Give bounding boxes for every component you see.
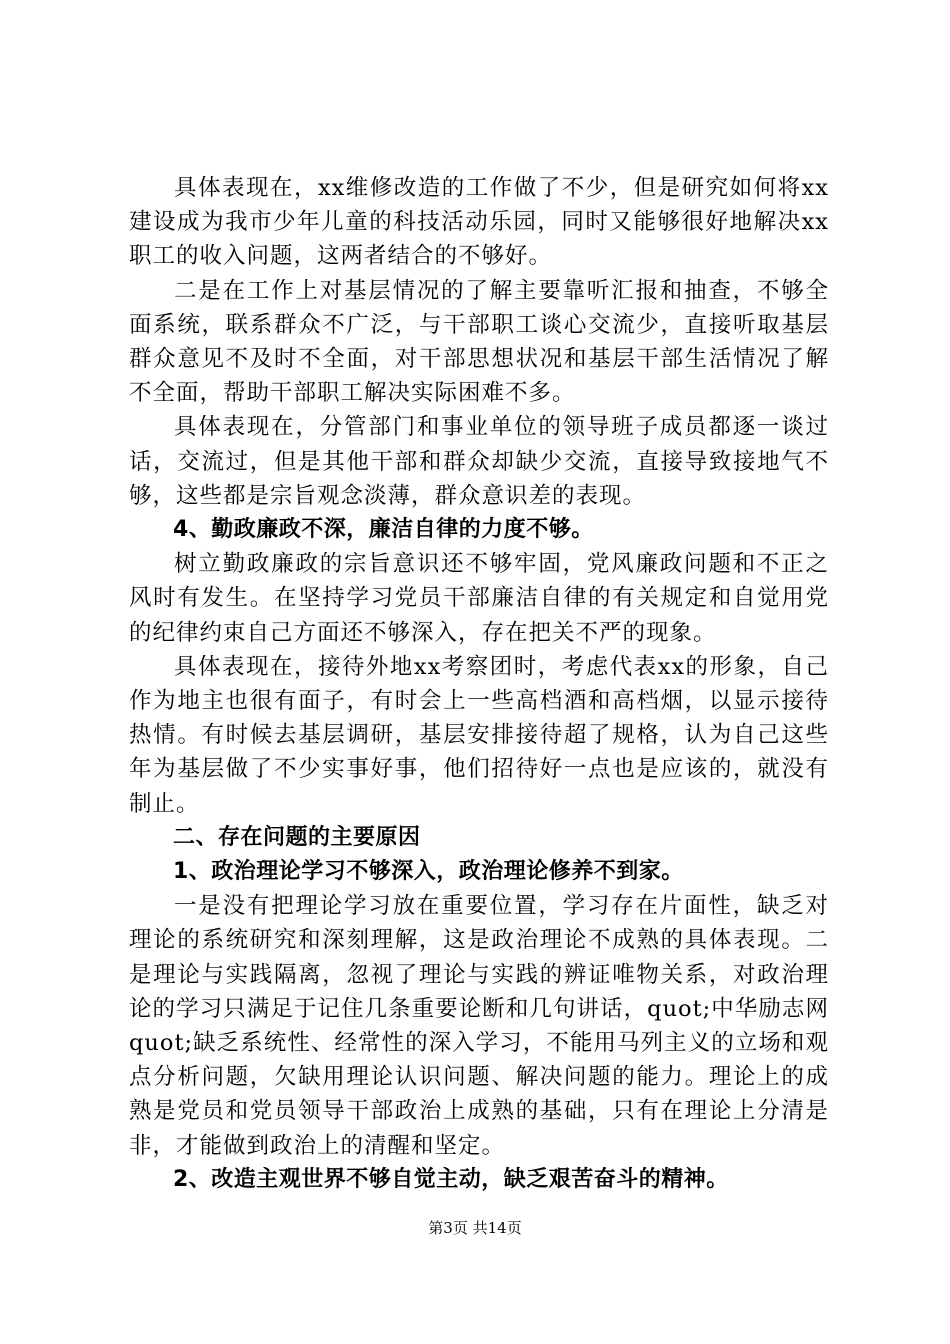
- document-body: [129, 171, 829, 1197]
- page-footer: 第3页 共14页: [428, 1219, 522, 1237]
- body-paragraph: 具体表现在，分管部门和事业单位的领导班子成员都逐一谈过话，交流过，但是其他干部和群众却缺少交流，直接导致接地气不够，这些都是宗旨观念淡薄，群众意识差的表现。: [129, 414, 829, 509]
- body-paragraph: 树立勤政廉政的宗旨意识还不够牢固，党风廉政问题和不正之风时有发生。在坚持学习党员干部廉洁自律的有关规定和自觉用党的纪律约束自己方面还不够深入，存在把关不严的现象。: [129, 551, 829, 646]
- body-paragraph: 具体表现在，接待外地xx考察团时，考虑代表xx的形象，自己作为地主也很有面子，有时会上一些高档酒和高档烟，以显示接待热情。有时候去基层调研，基层安排接待超了规格，认为自己这些年为基层做了不少实事好事，他们招待好一点也是应该的，就没有制止。: [129, 653, 829, 817]
- body-paragraph: 具体表现在，xx维修改造的工作做了不少，但是研究如何将xx建设成为我市少年儿童的科技活动乐园，同时又能够很好地解决xx职工的收入问题，这两者结合的不够好。: [129, 175, 829, 270]
- section-heading: 1、政治理论学习不够深入，政治理论修养不到家。: [173, 859, 684, 885]
- section-heading: 4、勤政廉政不深，廉洁自律的力度不够。: [173, 517, 594, 543]
- section-heading: 二、存在问题的主要原因: [173, 824, 421, 850]
- body-paragraph: 一是没有把理论学习放在重要位置，学习存在片面性，缺乏对理论的系统研究和深刻理解，这是政治理论不成熟的具体表现。二是理论与实践隔离，忽视了理论与实践的辨证唯物关系，对政治理论的学习只满足于记住几条重要论断和几句讲话，quot;中华励志网quot;缺乏系统性、经常性的深入学习，不能用马列主义的立场和观点分析问题，欠缺用理论认识问题、解决问题的能力。理论上的成熟是党员和党员领导干部政治上成熟的基础，只有在理论上分清是非，才能做到政治上的清醒和坚定。: [129, 893, 829, 1159]
- section-heading: 2、改造主观世界不够自觉主动，缺乏艰苦奋斗的精神。: [173, 1166, 729, 1192]
- body-paragraph: 二是在工作上对基层情况的了解主要靠听汇报和抽查，不够全面系统，联系群众不广泛，与干部职工谈心交流少，直接听取基层群众意见不及时不全面，对干部思想状况和基层干部生活情况了解不全面，帮助干部职工解决实际困难不多。: [129, 277, 829, 407]
